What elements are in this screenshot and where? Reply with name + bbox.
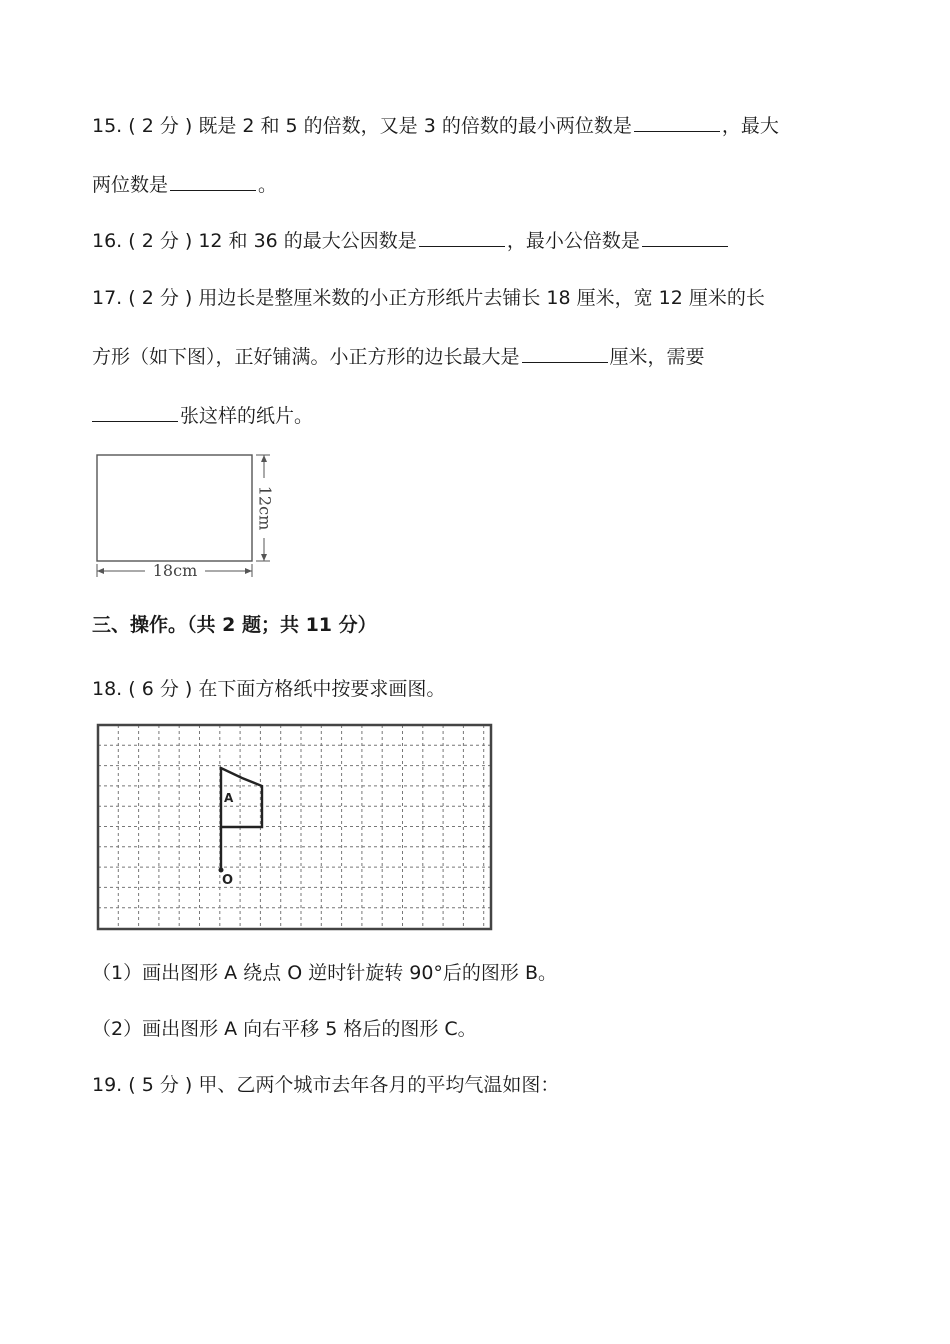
q15-mid: ，最大 [721, 115, 779, 137]
q15-blank-2[interactable] [170, 172, 256, 191]
q16-blank-1[interactable] [419, 228, 505, 247]
q15-line2-text: 两位数是 [92, 174, 169, 196]
question-17-line-2 [92, 344, 705, 370]
section-3-title: 三、操作。（共 2 题；共 11 分） [92, 614, 377, 636]
q15-prefix: 15. ( 2 分 ) 既是 2 和 5 的倍数，又是 3 的倍数的最小两位数是 [92, 115, 632, 137]
q17-line2-suffix: 厘米，需要 [609, 346, 705, 368]
q17-line2-prefix: 方形（如下图），正好铺满。小正方形的边长最大是 [92, 346, 520, 368]
width-arrow-left [97, 568, 104, 574]
width-arrow-right [245, 568, 252, 574]
grid-border [98, 725, 491, 929]
rectangle-outline [97, 455, 252, 561]
q15-blank-1[interactable] [634, 113, 720, 132]
question-15-line-2 [92, 172, 277, 198]
height-arrow-bottom [261, 554, 267, 561]
question-18-part-2 [92, 1016, 477, 1042]
q16-blank-2[interactable] [642, 228, 728, 247]
q15-end: 。 [258, 174, 278, 196]
section-3-heading [92, 612, 377, 638]
question-19 [92, 1072, 559, 1098]
q18-part1: （1）画出图形 A 绕点 O 逆时针旋转 90°后的图形 B。 [92, 962, 557, 984]
point-o-dot [219, 868, 224, 873]
height-label: 12cm [255, 485, 275, 531]
q18-text: 18. ( 6 分 ) 在下面方格纸中按要求画图。 [92, 678, 446, 700]
question-18-part-1 [92, 960, 557, 986]
question-17-line-1 [92, 285, 765, 311]
q16-prefix: 16. ( 2 分 ) 12 和 36 的最大公因数是 [92, 230, 417, 252]
q17-line3-suffix: 张这样的纸片。 [180, 405, 314, 427]
q16-mid: ，最小公倍数是 [506, 230, 640, 252]
question-18 [92, 676, 445, 702]
height-arrow-top [261, 455, 267, 462]
question-16 [92, 228, 730, 254]
q18-part2: （2）画出图形 A 向右平移 5 格后的图形 C。 [92, 1018, 477, 1040]
grid-paper-figure [95, 722, 495, 932]
q17-blank-2[interactable] [92, 403, 178, 422]
grid-lines [98, 725, 491, 929]
rectangle-figure [90, 450, 280, 580]
width-label: 18cm [152, 561, 198, 580]
point-o-label: O [222, 873, 234, 888]
q17-blank-1[interactable] [522, 344, 608, 363]
q17-line1: 17. ( 2 分 ) 用边长是整厘米数的小正方形纸片去铺长 18 厘米，宽 12 厘米的长 [92, 287, 765, 309]
question-15-line-1 [92, 113, 779, 139]
q19-text: 19. ( 5 分 ) 甲、乙两个城市去年各月的平均气温如图： [92, 1074, 560, 1096]
question-17-line-3 [92, 403, 313, 429]
shape-a-label: A [224, 791, 234, 805]
